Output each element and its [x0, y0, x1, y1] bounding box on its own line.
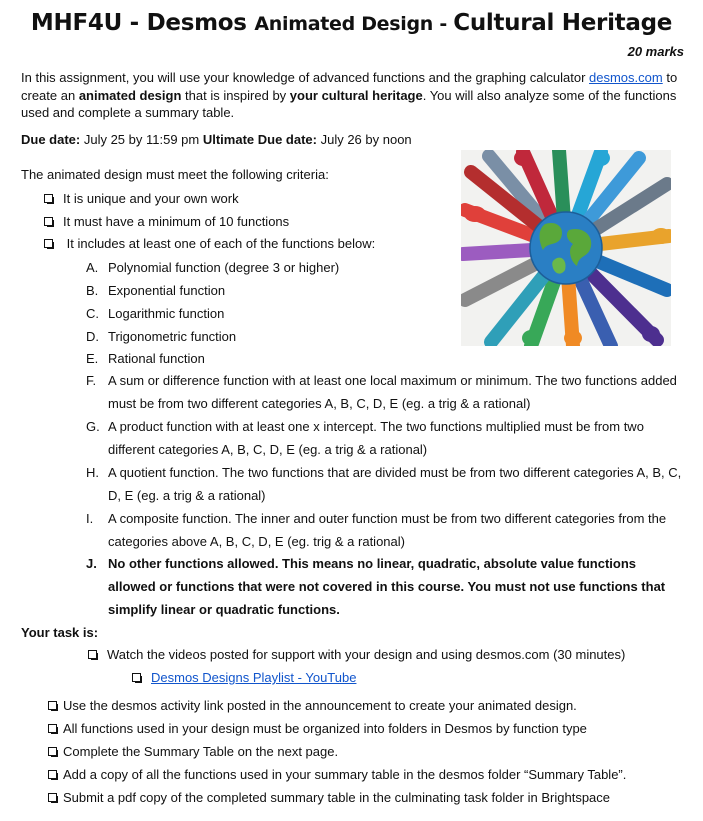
checkbox-icon [48, 770, 57, 779]
task-text: Use the desmos activity link posted in the announcement to create your animated design. [63, 698, 577, 713]
function-item-c [86, 306, 224, 321]
function-label: E. [86, 351, 99, 366]
criteria-intro: The animated design must meet the following criteria: [21, 167, 329, 182]
intro-text-3: that is inspired by [181, 87, 290, 103]
intro-bold-1: animated design [78, 87, 182, 103]
hands-globe-illustration [461, 150, 671, 346]
criteria-item [44, 214, 289, 229]
marks-label: 20 marks [627, 44, 684, 59]
function-label: I. [86, 511, 94, 526]
task-text: Complete the Summary Table on the next page. [63, 744, 339, 759]
task-text: Add a copy of all the functions used in your summary table in the desmos folder “Summary Table”. [63, 767, 627, 782]
intro-paragraph [21, 69, 686, 122]
task-video-item [88, 647, 625, 662]
task-item [48, 767, 626, 782]
criteria-text: It is unique and your own work [63, 191, 239, 206]
page-title [0, 10, 703, 36]
function-item-a [86, 260, 339, 275]
function-label: H. [86, 465, 99, 480]
function-item-j [86, 552, 686, 621]
checkbox-icon [132, 673, 141, 682]
criteria-item [44, 236, 375, 251]
function-text: A composite function. The inner and outer function must be from two different categories from the categories above A, B, C, D, E (eg. trig & a rational) [108, 511, 667, 549]
task-item [48, 698, 577, 713]
function-text: A sum or difference function with at least one local maximum or minimum. The two functions added must be from two different categories A, B, C, D, E (eg. a trig & a rational) [108, 373, 677, 411]
criteria-text: It includes at least one of each of the functions below: [63, 236, 376, 251]
task-video-text: Watch the videos posted for support with your design and using desmos.com (30 minutes) [107, 647, 626, 662]
intro-text-2: to create an [21, 70, 678, 103]
function-item-f [86, 369, 686, 415]
function-text: Logarithmic function [108, 306, 225, 321]
title-part-design: Animated Design - [254, 13, 454, 35]
function-item-b [86, 283, 225, 298]
checkbox-icon [44, 217, 53, 226]
criteria-item [44, 191, 239, 206]
task-item [48, 721, 587, 736]
playlist-item [132, 670, 356, 685]
due-date-value: July 25 by 11:59 pm [80, 132, 203, 147]
task-heading: Your task is: [21, 625, 99, 640]
function-label: F. [86, 373, 97, 388]
intro-text-4: . You will also analyze some of the functions used and complete a summary table. [21, 87, 677, 120]
function-item-e [86, 351, 205, 366]
playlist-link[interactable]: Desmos Designs Playlist - YouTube [151, 670, 357, 685]
function-label: B. [86, 283, 99, 298]
due-date-label: Due date: [21, 132, 81, 147]
function-label: A. [86, 260, 99, 275]
function-item-h [86, 461, 686, 507]
ultimate-due-value: July 26 by noon [316, 132, 412, 147]
function-label: C. [86, 306, 99, 321]
checkbox-icon [44, 194, 53, 203]
ultimate-due-label: Ultimate Due date: [202, 132, 317, 147]
checkbox-icon [48, 793, 57, 802]
checkbox-icon [88, 650, 97, 659]
task-text: All functions used in your design must be organized into folders in Desmos by function type [63, 721, 587, 736]
title-part-heritage: Cultural Heritage [453, 10, 673, 36]
criteria-text: It must have a minimum of 10 functions [63, 214, 290, 229]
function-label: D. [86, 329, 99, 344]
function-text: A product function with at least one x intercept. The two functions multiplied must be from two different categories A, B, C, D, E (eg. a trig & a rational) [108, 419, 644, 457]
function-item-i [86, 507, 686, 553]
function-label: J. [86, 556, 97, 571]
function-text: No other functions allowed. This means no linear, quadratic, absolute value functions allowed or functions that were not covered in this course. You must not use functions that simplify linear or quadratic functions. [108, 556, 666, 617]
function-text: Exponential function [108, 283, 226, 298]
task-item [48, 790, 610, 805]
task-text: Submit a pdf copy of the completed summary table in the culminating task folder in Brightspace [63, 790, 611, 805]
due-date-line [21, 132, 412, 147]
function-text: A quotient function. The two functions that are divided must be from two different categories A, B, C, D, E (eg. a trig & a rational) [108, 465, 682, 503]
intro-text-1: In this assignment, you will use your knowledge of advanced functions and the graphing calculator [21, 70, 590, 85]
desmos-link[interactable]: desmos.com [589, 70, 663, 85]
checkbox-icon [48, 747, 57, 756]
function-item-d [86, 329, 236, 344]
function-item-g [86, 415, 686, 461]
function-text: Trigonometric function [108, 329, 237, 344]
title-part-course: MHF4U - Desmos [30, 10, 255, 36]
checkbox-icon [48, 701, 57, 710]
checkbox-icon [48, 724, 57, 733]
function-text: Polynomial function (degree 3 or higher) [108, 260, 340, 275]
function-text: Rational function [108, 351, 205, 366]
function-label: G. [86, 419, 100, 434]
checkbox-icon [44, 239, 53, 248]
intro-bold-2: your cultural heritage [289, 87, 423, 103]
task-item [48, 744, 338, 759]
